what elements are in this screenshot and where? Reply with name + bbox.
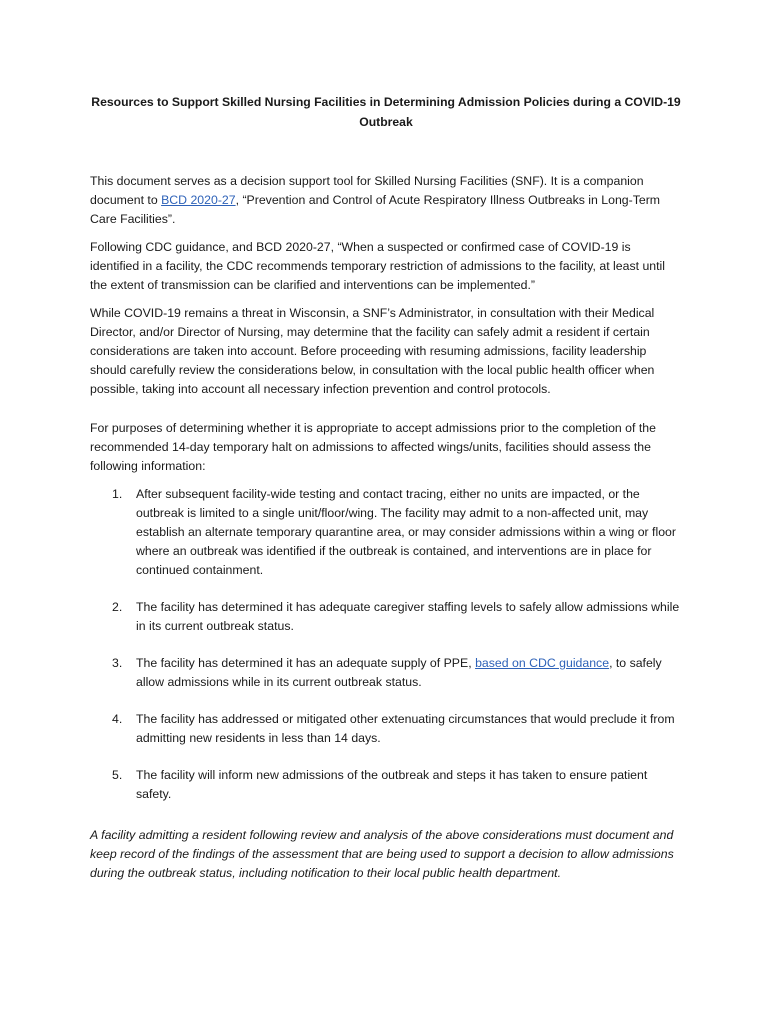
list-item-number: 1. [112,487,123,501]
list-item [90,710,682,748]
document-title: Resources to Support Skilled Nursing Facilities in Determining Admission Policies during a COVID-19 Outbreak [91,95,681,129]
closing-statement: A facility admitting a resident following review and analysis of the above considerations must document and keep record of the findings of the assessment that are being used to support a decision to allow admissions during the outbreak status, including notification to their local public health department. [90,828,674,880]
list-item [90,766,682,804]
list-item-number: 4. [112,712,123,726]
purposes-paragraph: For purposes of determining whether it is appropriate to accept admissions prior to the completion of the recommended 14-day temporary halt on admissions to affected wings/units, facilities should assess the following information: [90,421,656,473]
list-item-text: After subsequent facility-wide testing and contact tracing, either no units are impacted, or the outbreak is limited to a single unit/floor/wing. The facility may admit to a non-affected unit, may establish an alternate temporary quarantine area, or may consider admissions within a wing or floor where an outbreak was identified if the outbreak is contained, and interventions are in place for continued containment. [136,487,676,577]
wisconsin-paragraph: While COVID-19 remains a threat in Wisconsin, a SNF’s Administrator, in consultation with their Medical Director, and/or Director of Nursing, may determine that the facility can safely admit a resident if certain considerations are taken into account. Before proceeding with resuming admissions, facility leadership should carefully review the considerations below, in consultation with the local public health officer when possible, taking into account all necessary infection prevention and control protocols. [90,306,655,396]
list-item-text: The facility has addressed or mitigated other extenuating circumstances that would preclude it from admitting new residents in less than 14 days. [136,712,675,745]
list-item-text-after: , to safely allow admissions while in its current outbreak status. [136,656,662,689]
cdc-guidance-paragraph: Following CDC guidance, and BCD 2020-27, “When a suspected or confirmed case of COVID-19 is identified in a facility, the CDC recommends temporary restriction of admissions to the facility, at least until the extent of transmission can be clarified and interventions can be implemented.” [90,240,665,292]
list-item-number: 2. [112,600,123,614]
list-item-number: 3. [112,656,123,670]
considerations-list [90,485,682,804]
list-item [90,485,682,580]
list-item [90,654,682,692]
intro-text-after: , “Prevention and Control of Acute Respiratory Illness Outbreaks in Long-Term Care Facilities”. [90,193,661,226]
list-item-number: 5. [112,768,123,782]
intro-paragraph [90,172,682,229]
list-item [90,598,682,636]
bcd-link[interactable]: BCD 2020-27 [161,193,236,207]
list-item-text-before: The facility has determined it has an adequate supply of PPE, [136,656,476,670]
cdc-guidance-link[interactable]: based on CDC guidance [475,656,610,670]
intro-text-before: This document serves as a decision support tool for Skilled Nursing Facilities (SNF). It is a companion document to [90,174,644,207]
list-item-text: The facility will inform new admissions of the outbreak and steps it has taken to ensure patient safety. [136,768,648,801]
list-item-text: The facility has determined it has adequate caregiver staffing levels to safely allow admissions while in its current outbreak status. [136,600,680,633]
